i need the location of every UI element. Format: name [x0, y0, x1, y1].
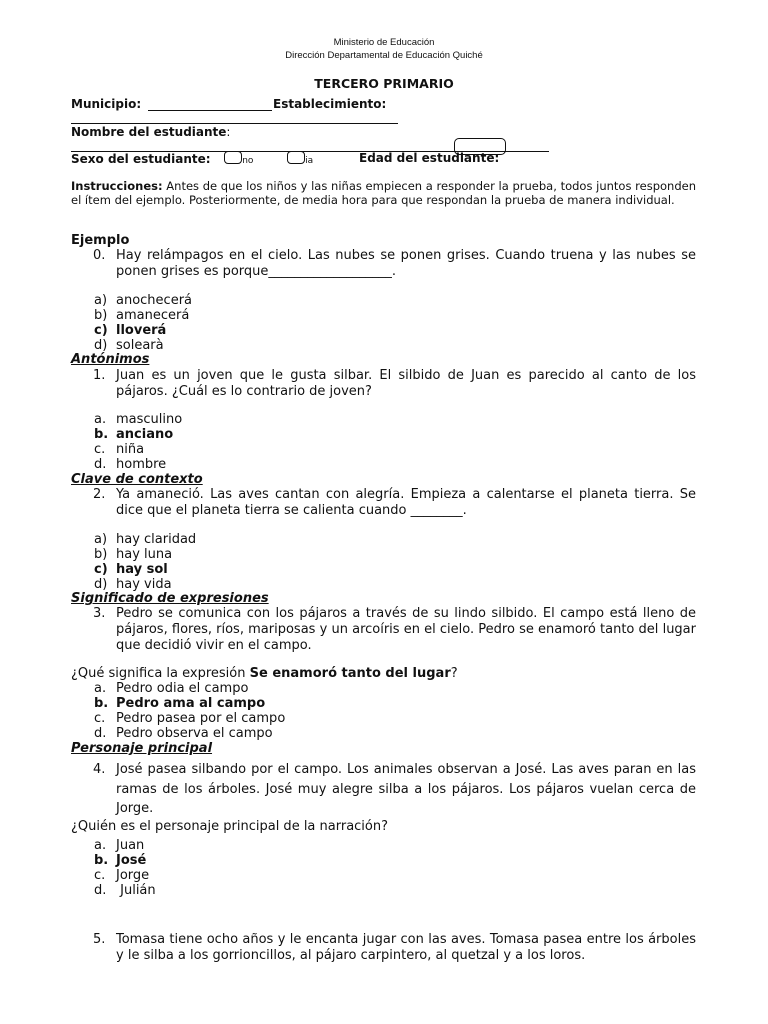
sexo-option-1: no: [242, 156, 254, 166]
q3-option-d[interactable]: d. Pedro observa el campo: [94, 726, 273, 741]
q2-option-a[interactable]: a) hay claridad: [94, 532, 197, 547]
question-5-text: Tomasa tiene ocho años y le encanta jugar con las aves. Tomasa pasea entre los árboles y le silba a los gorrioncillos, al pájaro carpintero, al quetzal y a los loros.: [116, 932, 696, 963]
example-option-d[interactable]: d) solearà: [94, 338, 164, 353]
sexo-option-2: ia: [305, 156, 314, 166]
q4-option-c[interactable]: c. Jorge: [94, 868, 150, 883]
example-option-c[interactable]: c) lloverá: [94, 323, 167, 338]
question-4-prompt: ¿Quién es el personaje principal de la narración?: [71, 819, 389, 834]
nombre-field: [71, 125, 230, 139]
ministry-name: Ministerio de Educación: [333, 37, 435, 48]
example-heading: Ejemplo: [71, 233, 130, 248]
department-name: Dirección Departamental de Educación Quiché: [285, 50, 483, 61]
question-4: 4. José pasea silbando por el campo. Los animales observan a José. Las aves paran en las ramas de los árboles. José muy alegre silba a los pájaros. Los pájaros vuelan cerca de Jorge.: [71, 760, 696, 819]
question-5: 5. Tomasa tiene ocho años y le encanta jugar con las aves. Tomasa pasea entre los árboles y le silba a los gorrioncillos, al pájaro carpintero, al quetzal y a los loros.: [93, 932, 696, 963]
question-4-text: José pasea silbando por el campo. Los animales observan a José. Las aves paran en las ramas de los árboles. José muy alegre silba a los pájaros. Los pájaros vuelan cerca de Jorge.: [116, 762, 696, 816]
example-question: [71, 248, 696, 280]
establecimiento-label: Establecimiento:: [273, 97, 387, 111]
q1-option-d[interactable]: d. hombre: [94, 457, 167, 472]
q3-option-c[interactable]: c. Pedro pasea por el campo: [94, 711, 286, 726]
grade-title: TERCERO PRIMARIO: [314, 76, 454, 91]
question-1-text: Juan es un joven que le gusta silbar. El silbido de Juan es parecido al canto de los pájaros. ¿Cuál es lo contrario de joven?: [116, 368, 696, 399]
section-title-personaje: Personaje principal: [71, 741, 213, 756]
question-2-text: Ya amaneció. Las aves cantan con alegría. Empieza a calentarse el planeta tierra. Se dice que el planeta tierra se calienta cuando ________.: [116, 487, 696, 518]
instructions-text: Antes de que los niños y las niñas empiecen a responder la prueba, todos juntos responden el ítem del ejemplo. Posteriormente, de media hora para que respondan la prueba de manera individual.: [71, 179, 696, 207]
question-1: 1. Juan es un joven que le gusta silbar. El silbido de Juan es parecido al canto de los pájaros. ¿Cuál es lo contrario de joven?: [93, 368, 696, 399]
q1-option-b[interactable]: b. anciano: [94, 427, 174, 442]
section-title-antonimos: Antónimos: [71, 352, 150, 367]
sexo-checkbox-2[interactable]: [287, 151, 305, 164]
example-option-a[interactable]: a) anochecerá: [94, 293, 193, 308]
municipio-label: Municipio:: [71, 97, 142, 111]
q4-option-b[interactable]: b. José: [94, 853, 147, 868]
section-title-significado: Significado de expresiones: [71, 591, 269, 606]
instructions: [71, 180, 696, 207]
sexo-label: Sexo del estudiante:: [71, 152, 211, 166]
nombre-label: Nombre del estudiante: [71, 125, 227, 139]
q3-option-b[interactable]: b. Pedro ama al campo: [94, 696, 266, 711]
q4-option-a[interactable]: a. Juan: [94, 838, 145, 853]
q4-option-d[interactable]: d. Julián: [94, 883, 156, 898]
sexo-field: [71, 151, 313, 166]
q2-option-b[interactable]: b) hay luna: [94, 547, 173, 562]
example-option-b[interactable]: b) amanecerá: [94, 308, 190, 323]
question-2: 2. Ya amaneció. Las aves cantan con alegría. Empieza a calentarse el planeta tierra. Se dice que el planeta tierra se calienta cuando ________.: [93, 487, 696, 518]
edad-label: Edad del estudiante:: [359, 151, 500, 165]
q2-option-d[interactable]: d) hay vida: [94, 577, 172, 592]
q1-option-c[interactable]: c. niña: [94, 442, 145, 457]
q3-option-a[interactable]: a. Pedro odia el campo: [94, 681, 249, 696]
question-3: 3. Pedro se comunica con los pájaros a través de su lindo silbido. El campo está lleno de pájaros, flores, ríos, mariposas y un arcoíris en el cielo. Pedro se enamoró tanto del lugar que decidió vivir en el campo.: [93, 606, 696, 653]
section-title-clave-contexto: Clave de contexto: [71, 472, 203, 487]
question-3-prompt: ¿Qué significa la expresión Se enamoró tanto del lugar?: [71, 666, 458, 681]
establecimiento-blank[interactable]: [71, 123, 398, 124]
sexo-checkbox-1[interactable]: [224, 151, 242, 164]
example-text: Hay relámpagos en el cielo. Las nubes se ponen grises. Cuando truena y las nubes se ponen grises es porque___________________.: [116, 248, 696, 279]
nombre-colon: :: [226, 125, 231, 139]
q1-option-a[interactable]: a. masculino: [94, 412, 183, 427]
municipio-blank[interactable]: [148, 110, 272, 111]
q2-option-c[interactable]: c) hay sol: [94, 562, 168, 577]
example-number: 0.: [93, 248, 106, 263]
instructions-label: Instrucciones:: [71, 179, 163, 193]
question-3-text: Pedro se comunica con los pájaros a través de su lindo silbido. El campo está lleno de pájaros, flores, ríos, mariposas y un arcoíris en el cielo. Pedro se enamoró tanto del lugar que decidió vivir en el campo.: [116, 606, 696, 653]
document-header: [0, 36, 768, 91]
